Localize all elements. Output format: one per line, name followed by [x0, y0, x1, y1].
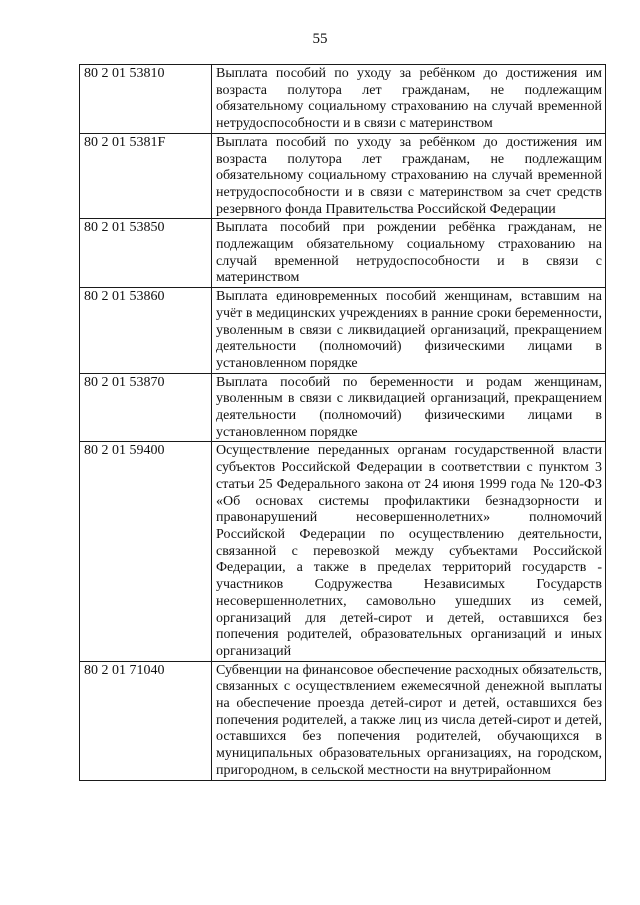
table-row: [80, 373, 606, 442]
code-description: Выплата пособий по беременности и родам женщинам, уволенным в связи с ликвидацией организаций, прекращением деятельности (полномочий) физическими лицами в установленном порядке: [212, 373, 606, 442]
table-row: [80, 133, 606, 219]
classification-code: 80 2 01 59400: [80, 442, 212, 661]
code-description: Выплата пособий по уходу за ребёнком до достижения им возраста полутора лет гражданам, не подлежащим обязательному социальному страхованию на случай временной нетрудоспособности и в связи с материнством за счет средств резервного фонда Правительства Российской Федерации: [212, 133, 606, 219]
table-row: [80, 219, 606, 288]
code-description: Выплата единовременных пособий женщинам, вставшим на учёт в медицинских учреждениях в ранние сроки беременности, уволенным в связи с ликвидацией организаций, прекращением деятельности (полномочий) физическими лицами в установленном порядке: [212, 288, 606, 374]
classification-code: 80 2 01 5381F: [80, 133, 212, 219]
code-description: Субвенции на финансовое обеспечение расходных обязательств, связанных с осуществлением ежемесячной денежной выплаты на обеспечение проезда детей-сирот и детей, оставшихся без попечения родителей, а также лиц из числа детей-сирот и детей, оставшихся без попечения родителей, обучающихся в муниципальных образовательных организациях, на городском, пригородном, в сельской местности на внутрирайонном: [212, 661, 606, 780]
table-row: [80, 661, 606, 780]
table-row: [80, 288, 606, 374]
classification-code: 80 2 01 53850: [80, 219, 212, 288]
code-description: Выплата пособий при рождении ребёнка гражданам, не подлежащим обязательному социальному страхованию на случай временной нетрудоспособности и в связи с материнством: [212, 219, 606, 288]
code-description: Выплата пособий по уходу за ребёнком до достижения им возраста полутора лет гражданам, не подлежащим обязательному социальному страхованию на случай временной нетрудоспособности и в связи с материнством: [212, 65, 606, 134]
budget-code-table: [79, 64, 606, 781]
table-row: [80, 65, 606, 134]
classification-code: 80 2 01 71040: [80, 661, 212, 780]
classification-code: 80 2 01 53810: [80, 65, 212, 134]
code-description: Осуществление переданных органам государственной власти субъектов Российской Федерации в соответствии с пунктом 3 статьи 25 Федерального закона от 24 июня 1999 года № 120-ФЗ «Об основах системы профилактики безнадзорности и правонарушений несовершеннолетних» полномочий Российской Федерации по осуществлению деятельности, связанной с перевозкой между субъектами Российской Федерации, а также в пределах территорий государств - участников Содружества Независимых Государств несовершеннолетних, самовольно ушедших из семей, организаций для детей-сирот и детей, оставшихся без попечения родителей, образовательных организаций и иных организаций: [212, 442, 606, 661]
classification-code: 80 2 01 53860: [80, 288, 212, 374]
table-row: [80, 442, 606, 661]
classification-code: 80 2 01 53870: [80, 373, 212, 442]
page-number: 55: [312, 31, 328, 47]
